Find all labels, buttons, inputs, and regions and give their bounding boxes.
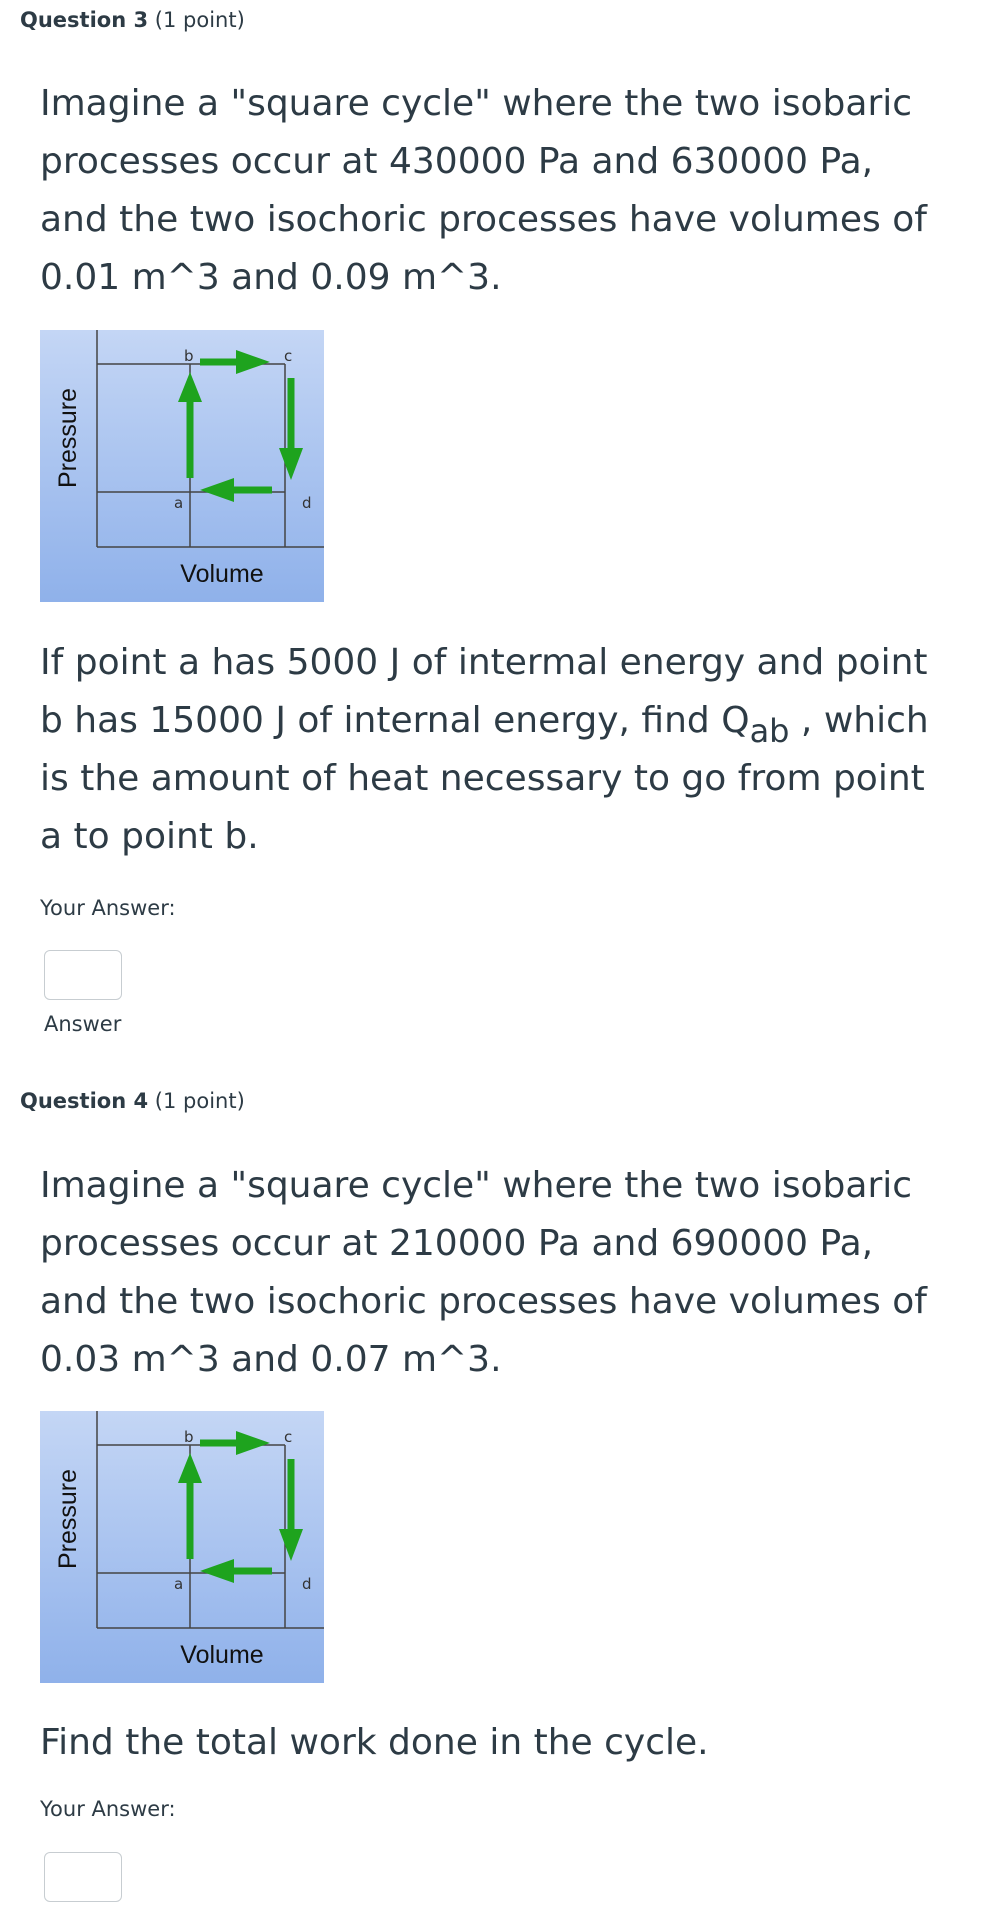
pv-diagram-q3 [40,330,324,602]
point-c-label: c [284,1428,293,1446]
y-axis-label: Pressure [54,1468,82,1570]
your-answer-label-q4: Your Answer: [40,1797,176,1821]
question-4-header [20,1089,245,1113]
point-a-label: a [174,1575,184,1593]
point-c-label: c [284,347,293,365]
point-d-label: d [302,494,312,512]
question-4-prompt: Find the total work done in the cycle. [40,1722,709,1763]
point-d-label: d [302,1575,312,1593]
point-a-label: a [174,494,184,512]
question-3-header [20,8,245,32]
answer-caption-q3: Answer [44,1012,122,1036]
question-3-intro: Imagine a "square cycle" where the two isobaric processes occur at 430000 Pa and 630000 Pa, and the two isochoric processes have volumes of 0.01 m^3 and 0.09 m^3. [40,83,927,298]
question-4-intro: Imagine a "square cycle" where the two isobaric processes occur at 210000 Pa and 690000 Pa, and the two isochoric processes have volumes of 0.03 m^3 and 0.07 m^3. [40,1165,927,1380]
point-b-label: b [184,1428,194,1446]
subscript-ab: ab [749,712,790,750]
question-3-title: Question 3 [20,8,149,32]
x-axis-label: Volume [180,1641,264,1669]
question-3-prompt: If point a has 5000 J of intermal energy and point b has 15000 J of internal energy, find $Q_{ab}$ , which is the amount of heat necessary to go from point a to point b. [40,642,929,857]
your-answer-label-q3: Your Answer: [40,896,176,920]
question-4-points: (1 point) [154,1089,245,1113]
question-3-points: (1 point) [154,8,245,32]
x-axis-label: Volume [180,560,264,588]
question-4-title: Question 4 [20,1089,149,1113]
answer-input-q4[interactable] [44,1852,122,1902]
point-b-label: b [184,347,194,365]
y-axis-label: Pressure [54,387,82,489]
pv-diagram-q4 [40,1411,324,1683]
answer-input-q3[interactable] [44,950,122,1000]
